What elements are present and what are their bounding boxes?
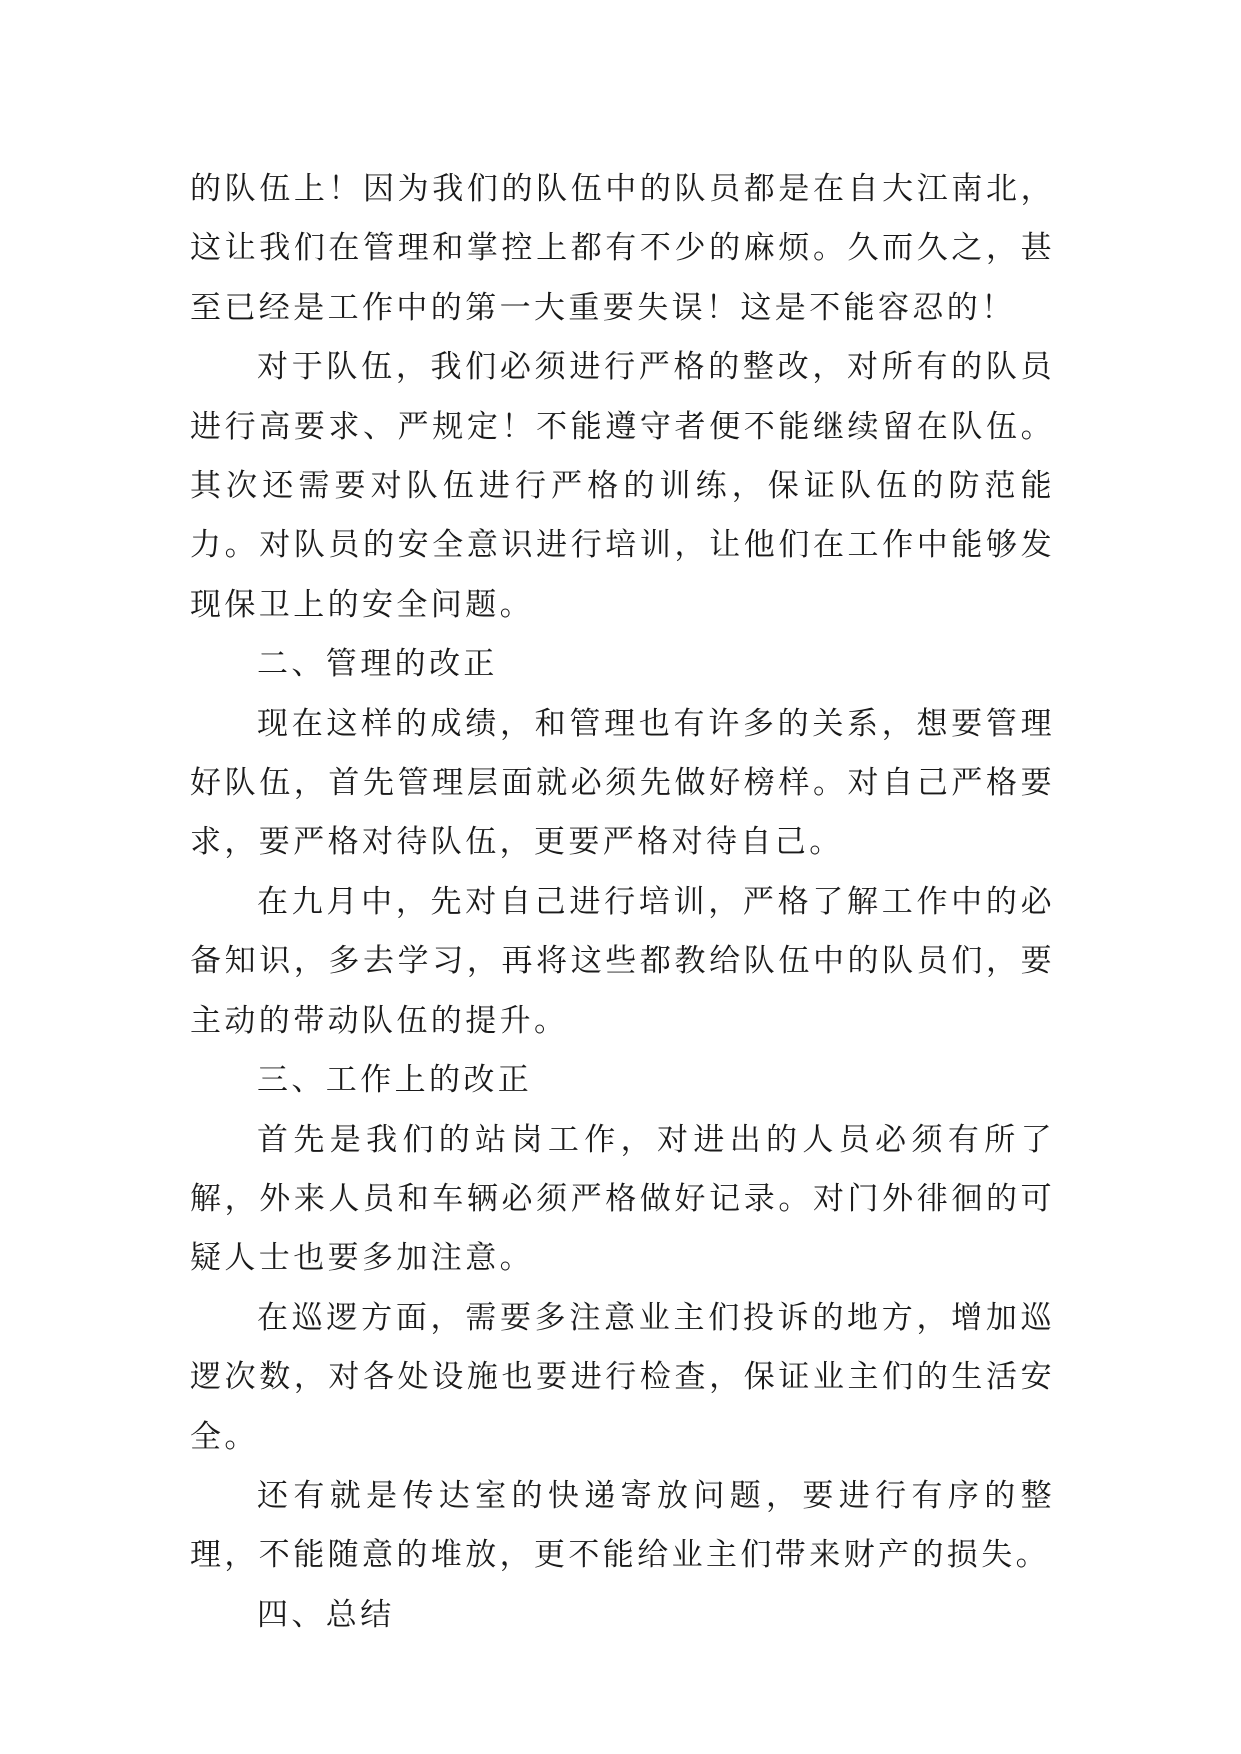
- body-paragraph: 现在这样的成绩，和管理也有许多的关系，想要管理好队伍，首先管理层面就必须先做好榜样。对自己严格要求，要严格对待队伍，更要严格对待自己。: [190, 705, 1055, 861]
- body-paragraph: 还有就是传达室的快递寄放问题，要进行有序的整理，不能随意的堆放，更不能给业主们带来财产的损失。: [190, 1477, 1055, 1574]
- body-paragraph: 首先是我们的站岗工作，对进出的人员必须有所了解，外来人员和车辆必须严格做好记录。对门外徘徊的可疑人士也要多加注意。: [190, 1121, 1055, 1277]
- document-body: [190, 160, 1055, 1645]
- body-paragraph: 的队伍上！因为我们的队伍中的队员都是在自大江南北，这让我们在管理和掌控上都有不少的麻烦。久而久之，甚至已经是工作中的第一大重要失误！这是不能容忍的！: [190, 171, 1055, 326]
- body-paragraph: 在巡逻方面，需要多注意业主们投诉的地方，增加巡逻次数，对各处设施也要进行检查，保证业主们的生活安全。: [190, 1299, 1055, 1455]
- body-paragraph: 对于队伍，我们必须进行严格的整改，对所有的队员进行高要求、严规定！不能遵守者便不能继续留在队伍。其次还需要对队伍进行严格的训练，保证队伍的防范能力。对队员的安全意识进行培训，让他们在工作中能够发现保卫上的安全问题。: [190, 349, 1055, 623]
- section-heading: 四、总结: [257, 1596, 395, 1633]
- section-heading: 二、管理的改正: [257, 646, 498, 683]
- section-heading: 三、工作上的改正: [257, 1062, 533, 1099]
- body-paragraph: 在九月中，先对自己进行培训，严格了解工作中的必备知识，多去学习，再将这些都教给队伍中的队员们，要主动的带动队伍的提升。: [190, 883, 1055, 1039]
